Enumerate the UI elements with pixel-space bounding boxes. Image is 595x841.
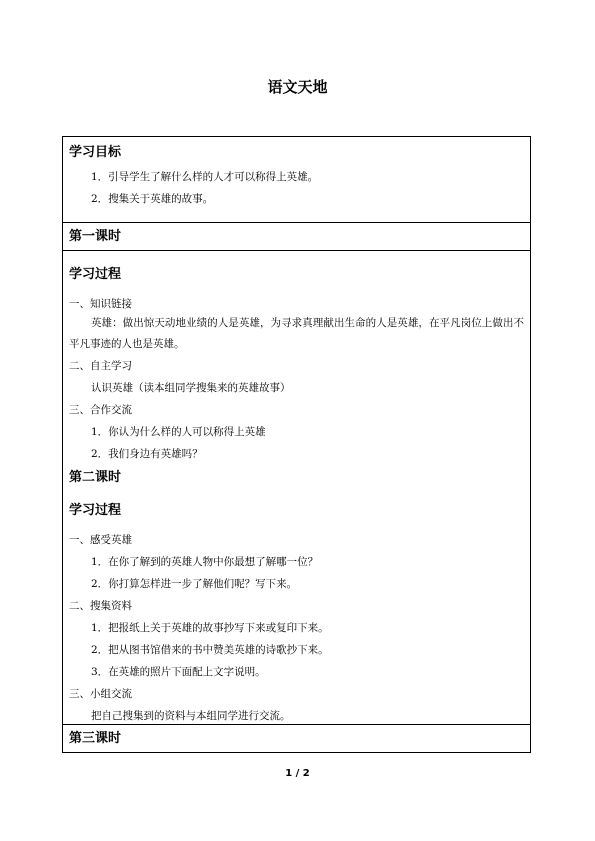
lesson2-heading: 第二课时 bbox=[69, 470, 122, 485]
section-item: 把自己搜集到的资料与本组同学进行交流。 bbox=[91, 710, 291, 722]
page-number: 1 / 2 bbox=[285, 768, 310, 779]
section-title: 三、小组交流 bbox=[69, 688, 132, 700]
section-item: 1．把报纸上关于英雄的故事抄写下来或复印下来。 bbox=[91, 622, 329, 634]
lesson1-heading: 第一课时 bbox=[69, 229, 122, 244]
section-item: 2．把从图书馆借来的书中赞美英雄的诗歌抄下来。 bbox=[91, 644, 329, 656]
section-title: 二、搜集资料 bbox=[69, 600, 132, 612]
lesson3-heading-cell bbox=[63, 724, 530, 752]
section-item: 认识英雄（读本组同学搜集来的英雄故事） bbox=[91, 382, 291, 394]
page-title: 语文天地 bbox=[267, 78, 328, 96]
section-paragraph: 英雄：做出惊天动地业绩的人是英雄，为寻求真理献出生命的人是英雄，在平凡岗位上做出不平凡事迹的人也是英雄。 bbox=[69, 317, 524, 350]
section-item: 1．你认为什么样的人可以称得上英雄 bbox=[91, 426, 266, 438]
lesson1-process-heading: 学习过程 bbox=[69, 267, 122, 282]
objective-item: 1．引导学生了解什么样的人才可以称得上英雄。 bbox=[91, 171, 319, 183]
objective-item: 2．搜集关于英雄的故事。 bbox=[91, 193, 214, 205]
section-title: 一、知识链接 bbox=[69, 298, 132, 310]
lesson-plan-table bbox=[62, 136, 531, 753]
lesson-process-cell bbox=[63, 250, 530, 724]
section-item: 1．在你了解到的英雄人物中你最想了解哪一位？ bbox=[91, 556, 319, 568]
section-item: 2．你打算怎样进一步了解他们呢？写下来。 bbox=[91, 578, 298, 590]
lesson3-heading: 第三课时 bbox=[69, 731, 122, 746]
lesson1-heading-cell bbox=[63, 222, 530, 250]
objectives-cell bbox=[63, 144, 530, 222]
section-item: 2．我们身边有英雄吗？ bbox=[91, 448, 203, 460]
section-item: 3．在英雄的照片下面配上文字说明。 bbox=[91, 666, 266, 678]
section-title: 一、感受英雄 bbox=[69, 534, 132, 546]
objectives-heading: 学习目标 bbox=[69, 145, 122, 160]
section-title: 三、合作交流 bbox=[69, 404, 132, 416]
lesson2-process-heading: 学习过程 bbox=[69, 503, 122, 518]
section-title: 二、自主学习 bbox=[69, 360, 132, 372]
